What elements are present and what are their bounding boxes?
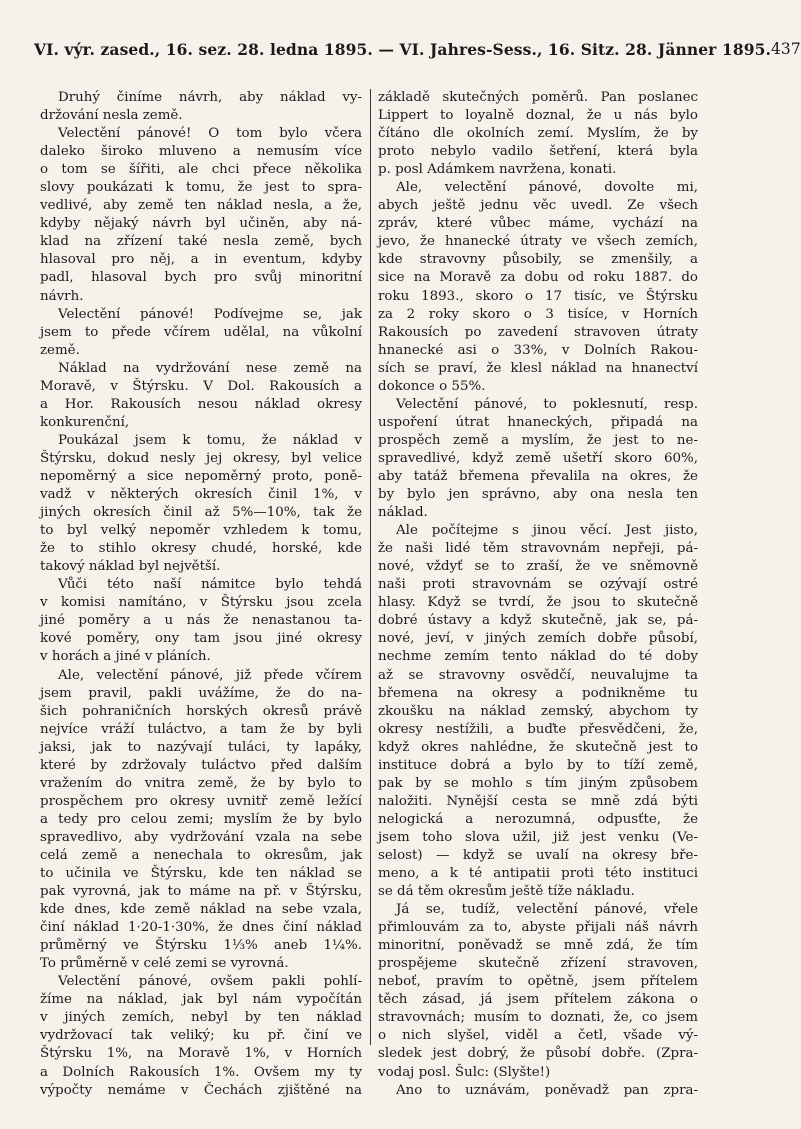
text-line: když okres nahlédne, že skutečně jest to xyxy=(378,739,698,755)
header-dash: — xyxy=(378,39,395,59)
text-line: Ale, velectění pánové, dovolte mi, xyxy=(396,180,698,196)
text-line: kde dnes, kde země náklad na sebe vzala, xyxy=(40,902,362,918)
text-line: hnanecké asi o 33%, v Dolních Rakou- xyxy=(378,342,698,358)
text-line: Já se, tudíž, velectění pánové, vřele xyxy=(396,902,698,918)
text-line: které by zdržovaly tuláctvo před dalším xyxy=(40,757,362,773)
text-line: jsem to přede včírem udělal, na vůkolní xyxy=(40,324,362,340)
text-line: držování nesla země. xyxy=(40,108,183,124)
text-line: hlasoval pro něj, a in eventum, kdyby xyxy=(40,252,362,268)
text-line: těch zásad, já jsem přítelem zákona o xyxy=(378,992,698,1008)
text-line: jsem pravil, pakli uvážíme, že do na- xyxy=(40,685,362,701)
running-header xyxy=(34,36,801,62)
text-line: hlasy. Když se tvrdí, že jsou to skutečně xyxy=(378,595,698,611)
text-line: jevo, že hnanecké útraty ve všech zemích, xyxy=(378,234,698,250)
text-line: Moravě, v Štýrsku. V Dol. Rakousích a xyxy=(40,378,362,394)
text-line: jiných okresích činil až 5%—10%, tak že xyxy=(40,505,362,521)
text-line: prospěch země a myslím, že jest to ne- xyxy=(378,432,698,448)
text-line: šich pohraničních horských okresů právě xyxy=(40,703,362,719)
text-line: vražením do vnitra země, že by bylo to xyxy=(40,775,362,791)
text-line: Ale, velectění pánové, již přede včírem xyxy=(58,667,362,683)
text-line: Vůči této naší námitce bylo tehdá xyxy=(58,577,362,593)
text-line: sice na Moravě za dobu od roku 1887. do xyxy=(378,270,698,286)
text-line: p. posl Adámkem navržena, konati. xyxy=(378,162,617,178)
text-line: v komisi namítáno, v Štýrsku jsou zcela xyxy=(40,595,362,611)
text-line: Ano to uznávám, poněvadž pan zpra- xyxy=(396,1082,698,1098)
text-line: nechme zemím tento náklad do té doby xyxy=(378,649,698,665)
text-line: země. xyxy=(40,342,80,358)
text-line: dobré ústavy a když skutečně, jak se, pá- xyxy=(378,613,698,629)
text-line: nejvíce vráží tuláctvo, a tam že by byli xyxy=(40,721,362,737)
text-line: neboť, pravím to opětně, jsem přítelem xyxy=(378,974,698,990)
text-line: Lippert to loyalně doznal, že u nás bylo xyxy=(378,108,698,124)
text-line: pak vyrovná, jak to máme na př. v Štýrsku, xyxy=(40,884,362,900)
text-line: návrh. xyxy=(40,288,84,304)
header-title xyxy=(34,40,771,59)
text-line: že naši lidé těm stravovnám nepřeji, pá- xyxy=(378,541,698,557)
text-line: Štýrsku, dokud nesly jej okresy, byl velice xyxy=(40,450,362,466)
text-line: až se stravovny osvědčí, neuvalujme ta xyxy=(378,667,698,683)
text-line: proto nebylo vadilo šetření, která byla xyxy=(378,144,698,160)
text-line: Náklad na vydržování nese země na xyxy=(58,360,362,376)
text-line: vadž v některých okresích činil 1%, v xyxy=(40,487,362,503)
text-line: instituce dobrá a bylo by to tíží země, xyxy=(378,757,698,773)
text-line: spravedlivé, když země ušetří skoro 60%, xyxy=(378,450,698,466)
text-line: o nich slyšel, viděl a četl, všade vý- xyxy=(378,1028,698,1044)
text-line: celá země a nenechala to okresům, jak xyxy=(40,847,362,863)
text-line: to byl velký nepoměr vzhledem k tomu, xyxy=(40,523,362,539)
text-line: stravovnách; musím to doznati, že, co jsem xyxy=(378,1010,698,1026)
text-line: nové, jeví, v jiných zemích dobře působí, xyxy=(378,631,698,647)
text-line: Ale počítejme s jinou věcí. Jest jisto, xyxy=(396,523,698,539)
text-line: prospějeme skutečně zřízení stravoven, xyxy=(378,956,698,972)
text-line: žíme na náklad, jak byl nám vypočítán xyxy=(40,992,362,1008)
text-line: nové, vždyť se to zraší, že ve sněmovně xyxy=(378,559,698,575)
text-line: a tedy pro celou zemi; myslím že by bylo xyxy=(40,811,362,827)
text-line: základě skutečných poměrů. Pan poslanec xyxy=(378,90,698,105)
text-line: a Hor. Rakousích nesou náklad okresy xyxy=(40,396,362,412)
text-line: Štýrsku 1%, na Moravě 1%, v Horních xyxy=(40,1046,362,1062)
text-line: v horách a jiné v pláních. xyxy=(40,649,211,665)
text-line: výpočty nemáme v Čechách zjištěné na xyxy=(40,1082,362,1098)
text-line: Velectění pánové, to poklesnutí, resp. xyxy=(396,396,698,412)
text-line: kdyby nějaký návrh byl učiněn, aby ná- xyxy=(40,216,362,232)
left-column xyxy=(40,89,362,1100)
text-line: vodaj posl. Šulc: (Slyšte!) xyxy=(378,1064,551,1080)
text-line: vedlivé, aby země ten náklad nesla, a že, xyxy=(40,198,362,214)
text-line: jaksi, jak to nazývají tuláci, ty lapáky, xyxy=(40,739,362,755)
text-line: klad na zřízení také nesla země, bych xyxy=(40,234,362,250)
text-line: konkurenční, xyxy=(40,414,130,430)
text-line: a Dolních Rakousích 1%. Ovšem my ty xyxy=(40,1064,362,1080)
text-line: břemena na okresy a podnikněme tu xyxy=(378,685,698,701)
text-line: kde stravovny působily, se zmenšily, a xyxy=(378,252,698,268)
text-line: kové poměry, ony tam jsou jiné okresy xyxy=(40,631,362,647)
text-line: sledek jest dobrý, že působí dobře. (Zpra- xyxy=(378,1046,698,1062)
text-line: průměrný ve Štýrsku 1⅓% aneb 1¼%. xyxy=(40,938,362,954)
text-line: spravedlivo, aby vydržování vzala na sebe xyxy=(40,829,362,845)
text-line: jiné poměry a u nás že nenastanou ta- xyxy=(40,613,362,629)
text-line: dokonce o 55%. xyxy=(378,378,486,394)
header-title-cz: VI. výr. zased., 16. sez. 28. ledna 1895. xyxy=(34,39,373,59)
text-line: Velectění pánové! Podívejme se, jak xyxy=(58,306,362,322)
text-line: padl, hlasoval bych pro svůj minoritní xyxy=(40,270,362,286)
text-line: To průměrně v celé zemi se vyrovná. xyxy=(40,956,289,972)
text-line: vydržovací tak veliký; ku př. činí ve xyxy=(40,1028,362,1044)
text-line: takový náklad byl největší. xyxy=(40,559,221,575)
text-line: že to stihlo okresy chudé, horské, kde xyxy=(40,541,362,557)
text-line: naši proti stravovnám se ozývají ostré xyxy=(378,577,698,593)
text-line: Druhý činíme návrh, aby náklad vy- xyxy=(58,90,362,105)
text-line: okresy nestížili, a buďte přesvědčeni, že, xyxy=(378,721,698,737)
text-line: to učinila ve Štýrsku, kde ten náklad se xyxy=(40,866,362,882)
text-line: selost) — když se uvalí na okresy bře- xyxy=(378,847,698,863)
text-line: sích se praví, že klesl náklad na hnanectví xyxy=(378,360,698,376)
page-number: 437 xyxy=(770,40,801,58)
text-line: uspoření útrat hnaneckých, připadá na xyxy=(378,414,698,430)
text-line: nepoměrný a sice nepoměrný proto, poně- xyxy=(40,468,362,484)
text-line: roku 1893., skoro o 17 tisíc, ve Štýrsku xyxy=(378,288,698,304)
text-line: Velectění pánové! O tom bylo včera xyxy=(58,126,362,142)
text-line: se dá těm okresům ještě tíže nákladu. xyxy=(378,884,635,900)
text-line: slovy poukázati k tomu, že jest to spra- xyxy=(40,180,362,196)
text-line: by bylo jen správno, aby ona nesla ten xyxy=(378,487,698,503)
text-line: Poukázal jsem k tomu, že náklad v xyxy=(58,432,362,448)
text-line: prospěchem pro okresy uvnitř země ležící xyxy=(40,793,362,809)
text-line: za 2 roky skoro o 3 tisíce, v Horních xyxy=(378,306,698,322)
text-line: činí náklad 1·20-1·30%, že dnes činí náklad xyxy=(40,920,362,936)
column-divider xyxy=(370,89,371,1045)
text-line: o tom se šířiti, ale chci přece několika xyxy=(40,162,362,178)
right-column xyxy=(378,89,698,1100)
text-line: zpráv, které vůbec máme, vychází na xyxy=(378,216,698,232)
text-line: náklad. xyxy=(378,505,428,521)
text-line: aby tatáž břemena převalila na okres, že xyxy=(378,468,698,484)
header-title-de: VI. Jahres-Sess., 16. Sitz. 28. Jänner 1895. xyxy=(399,39,771,59)
text-line: přimlouvám za to, abyste přijali náš návrh xyxy=(378,920,698,936)
text-line: minoritní, poněvadž se mně zdá, že tím xyxy=(378,938,698,954)
text-line: Rakousích po zavedení stravoven útraty xyxy=(378,324,698,340)
text-line: jsem toho slova užil, již jest venku (Ve- xyxy=(378,829,698,845)
text-line: čítáno dle okolních zemí. Myslím, že by xyxy=(378,126,698,142)
text-line: abych ještě jednu věc uvedl. Ze všech xyxy=(378,198,698,214)
text-line: pak by se mohlo s tím jiným způsobem xyxy=(378,775,698,791)
text-line: meno, a k té antipatii proti této instituci xyxy=(378,866,698,882)
text-line: naložiti. Nynější cesta se mně zdá býti xyxy=(378,793,698,809)
text-line: daleko široko mluveno a nemusím více xyxy=(40,144,362,160)
text-line: v jiných zemích, nebyl by ten náklad xyxy=(40,1010,362,1026)
text-line: zkoušku na náklad zemský, abychom ty xyxy=(378,703,698,719)
text-line: Velectění pánové, ovšem pakli pohlí- xyxy=(58,974,362,990)
text-line: nelogická a nerozumná, odpusťte, že xyxy=(378,811,698,827)
